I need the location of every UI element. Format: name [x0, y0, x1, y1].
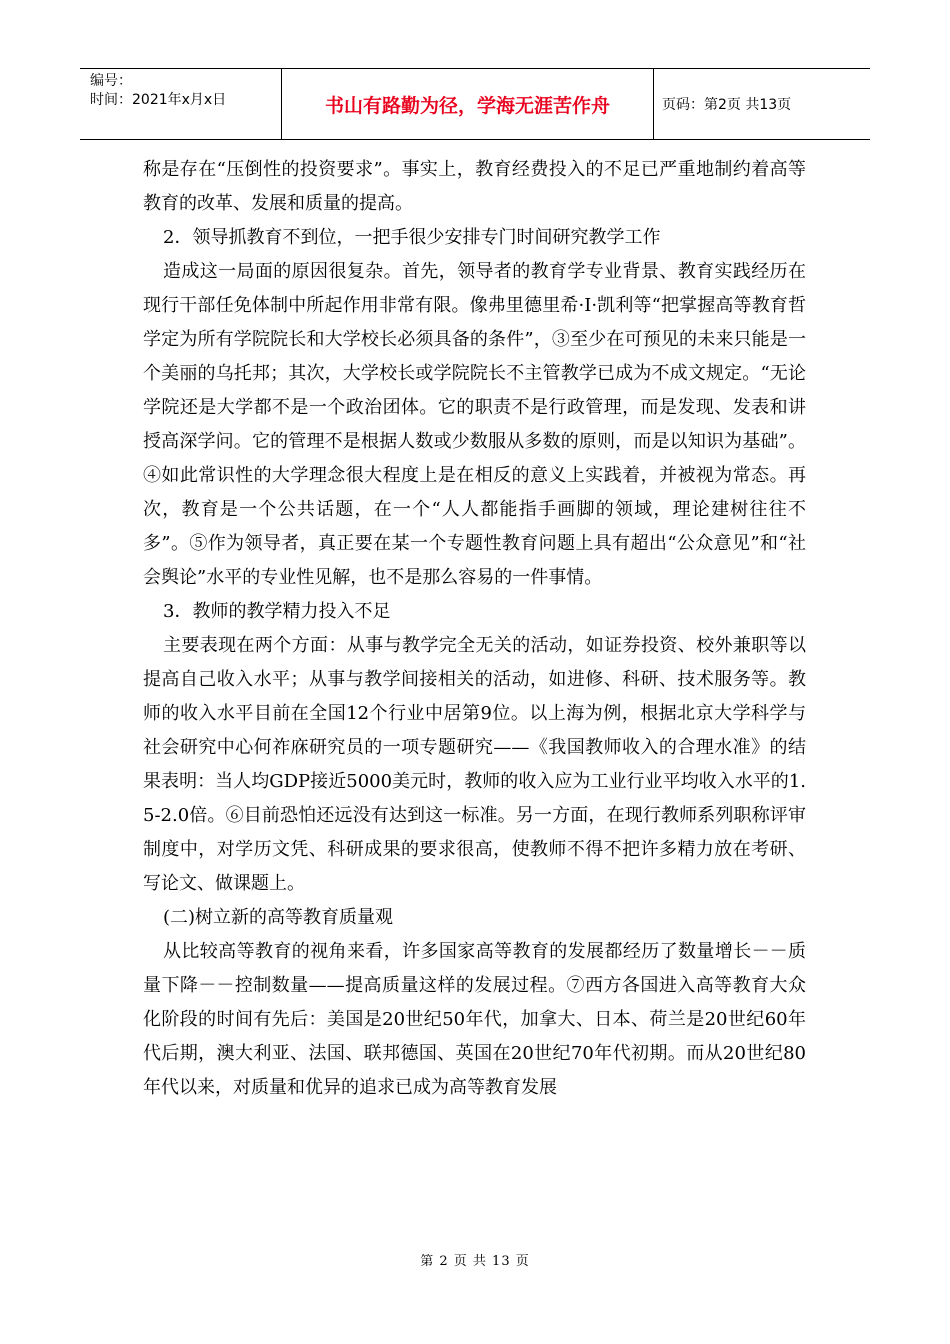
- header-meta: [80, 69, 282, 139]
- section-heading: (二)树立新的高等教育质量观: [163, 907, 394, 928]
- document-body: [143, 153, 806, 1105]
- header-motto: 书山有路勤为径，学海无涯苦作舟: [282, 69, 654, 139]
- paragraph: 从比较高等教育的视角来看，许多国家高等教育的发展都经历了数量增长－－质量下降－－控制数量——提高质量这样的发展过程。⑦西方各国进入高等教育大众化阶段的时间有先后：美国是20世纪50年代，加拿大、日本、荷兰是20世纪60年代后期，澳大利亚、法国、联邦德国、英国在20世纪70年代初期。而从20世纪80年代以来，对质量和优异的追求已成为高等教育发展: [143, 941, 806, 1098]
- paragraph: 称是存在“压倒性的投资要求”。事实上，教育经费投入的不足已严重地制约着高等教育的改革、发展和质量的提高。: [143, 159, 806, 214]
- document-time-label: 时间：2021年x月x日: [90, 92, 227, 108]
- section-heading: 2．领导抓教育不到位，一把手很少安排专门时间研究教学工作: [163, 227, 661, 248]
- section-heading: 3．教师的教学精力投入不足: [163, 601, 391, 622]
- document-number-label: 编号：: [90, 73, 132, 89]
- paragraph: 主要表现在两个方面：从事与教学完全无关的活动，如证券投资、校外兼职等以提高自己收入水平；从事与教学间接相关的活动，如进修、科研、技术服务等。教师的收入水平目前在全国12个行业中居第9位。以上海为例，根据北京大学科学与社会研究中心何祚庥研究员的一项专题研究——《我国教师收入的合理水准》的结果表明：当人均GDP接近5000美元时，教师的收入应为工业行业平均收入水平的1.5-2.0倍。⑥目前恐怕还远没有达到这一标准。另一方面，在现行教师系列职称评审制度中，对学历文凭、科研成果的要求很高，使教师不得不把许多精力放在考研、写论文、做课题上。: [143, 635, 806, 894]
- header-page-number: 页码：第2页 共13页: [662, 97, 792, 113]
- page-footer: 第 2 页 共 13 页: [420, 1254, 530, 1269]
- paragraph: 造成这一局面的原因很复杂。首先，领导者的教育学专业背景、教育实践经历在现行干部任免体制中所起作用非常有限。像弗里德里希·I·凯利等“把掌握高等教育哲学定为所有学院院长和大学校长必须具备的条件”，③至少在可预见的未来只能是一个美丽的乌托邦；其次，大学校长或学院院长不主管教学已成为不成文规定。“无论学院还是大学都不是一个政治团体。它的职责不是行政管理，而是发现、发表和讲授高深学问。它的管理不是根据人数或少数服从多数的原则，而是以知识为基础”。④如此常识性的大学理念很大程度上是在相反的意义上实践着，并被视为常态。再次，教育是一个公共话题，在一个“人人都能指手画脚的领域，理论建树往往不多”。⑤作为领导者，真正要在某一个专题性教育问题上具有超出“公众意见”和“社会舆论”水平的专业性见解，也不是那么容易的一件事情。: [143, 261, 806, 588]
- page-header: [80, 68, 870, 140]
